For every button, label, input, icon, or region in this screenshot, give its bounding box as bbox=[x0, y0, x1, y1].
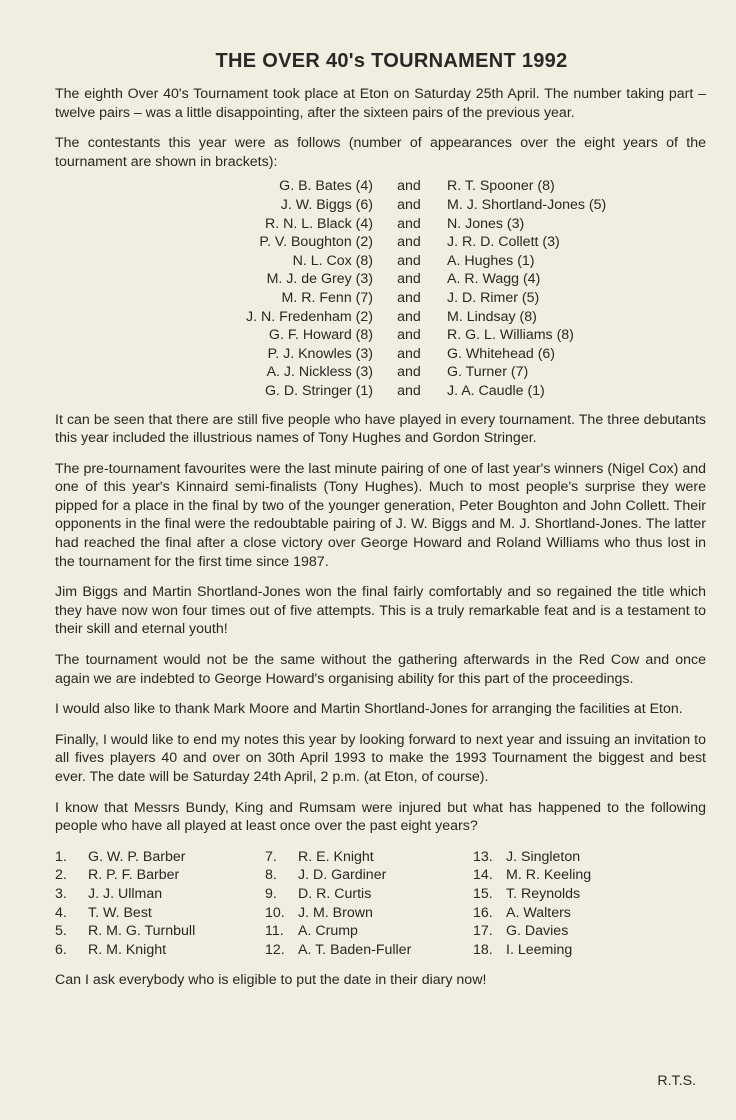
pair-player-right: M. J. Shortland-Jones (5) bbox=[447, 196, 607, 213]
pair-and: and bbox=[397, 196, 421, 213]
pair-player-left: G. B. Bates (4) bbox=[279, 178, 373, 195]
list-item bbox=[473, 885, 683, 904]
pair-and: and bbox=[397, 178, 421, 195]
list-number: 17. bbox=[473, 923, 493, 940]
pair-row bbox=[190, 326, 606, 345]
list-number: 6. bbox=[55, 941, 67, 958]
list-item bbox=[473, 848, 683, 867]
list-item bbox=[265, 904, 473, 923]
pair-row bbox=[190, 382, 606, 401]
pair-and: and bbox=[397, 364, 421, 381]
list-number: 15. bbox=[473, 885, 493, 902]
list-item bbox=[265, 941, 473, 960]
list-item bbox=[473, 922, 683, 941]
missing-column bbox=[265, 848, 473, 960]
player-name: I. Leeming bbox=[506, 941, 573, 958]
body-paragraph: Jim Biggs and Martin Shortland-Jones won the final fairly comfortably and so regained the title which they have now won four times out of five attempts. This is a truly remarkable feat and is a testament to their skill and eternal youth! bbox=[55, 584, 706, 638]
pair-player-right: M. Lindsay (8) bbox=[447, 308, 537, 325]
pair-row bbox=[190, 308, 606, 327]
body-paragraph: I know that Messrs Bundy, King and Rumsam were injured but what has happened to the following people who have all played at least once over the past eight years? bbox=[55, 799, 706, 835]
player-name: J. Singleton bbox=[506, 848, 581, 865]
list-number: 8. bbox=[265, 867, 277, 884]
pair-player-left: G. F. Howard (8) bbox=[268, 327, 373, 344]
list-item bbox=[473, 904, 683, 923]
pair-and: and bbox=[397, 327, 421, 344]
list-item bbox=[265, 885, 473, 904]
player-name: J. J. Ullman bbox=[88, 885, 163, 902]
list-number: 1. bbox=[55, 848, 67, 865]
body-paragraphs bbox=[55, 411, 706, 836]
player-name: R. P. F. Barber bbox=[88, 867, 180, 884]
player-name: D. R. Curtis bbox=[298, 885, 372, 902]
list-item bbox=[265, 866, 473, 885]
pair-player-left: M. R. Fenn (7) bbox=[281, 289, 373, 306]
player-name: J. D. Gardiner bbox=[298, 867, 387, 884]
list-item bbox=[55, 866, 265, 885]
pair-row bbox=[190, 196, 606, 215]
pair-and: and bbox=[397, 271, 421, 288]
body-paragraph: I would also like to thank Mark Moore and Martin Shortland-Jones for arranging the facilities at Eton. bbox=[55, 701, 683, 718]
list-item bbox=[265, 922, 473, 941]
list-item bbox=[473, 941, 683, 960]
pair-row bbox=[190, 252, 606, 271]
list-item bbox=[55, 848, 265, 867]
player-name: R. M. G. Turnbull bbox=[88, 923, 196, 940]
list-number: 11. bbox=[265, 923, 284, 940]
contestants-intro: The contestants this year were as follows (number of appearances over the eight years of the tournament are shown in brackets): bbox=[55, 135, 706, 170]
pair-and: and bbox=[397, 345, 421, 362]
pair-player-right: R. T. Spooner (8) bbox=[447, 178, 555, 195]
list-number: 10. bbox=[265, 904, 285, 921]
list-item bbox=[55, 922, 265, 941]
pair-and: and bbox=[397, 234, 421, 251]
player-name: G. Davies bbox=[506, 923, 569, 940]
pair-and: and bbox=[397, 215, 421, 232]
pair-player-left: N. L. Cox (8) bbox=[292, 252, 373, 269]
pair-row bbox=[190, 363, 606, 382]
list-item bbox=[265, 848, 473, 867]
list-item bbox=[473, 866, 683, 885]
body-paragraph: The pre-tournament favourites were the last minute pairing of one of last year's winners (Nigel Cox) and one of this year's Kinnaird semi-finalists (Tony Hughes). Much to most people's surprise they were pipped for a place in the final by two of the younger generation, Peter Boughton and John Collett. Their opponents in the final were the redoubtable pairing of J. W. Biggs and M. J. Shortland-Jones. The latter had reached the final after a close victory over George Howard and Roland Williams who thus lost in the tournament for the first time since 1987. bbox=[55, 460, 706, 570]
pair-row bbox=[190, 233, 606, 252]
pair-player-right: G. Whitehead (6) bbox=[447, 345, 556, 362]
list-number: 14. bbox=[473, 867, 493, 884]
list-number: 18. bbox=[473, 941, 493, 958]
pair-player-left: P. V. Boughton (2) bbox=[259, 234, 373, 251]
body-paragraph: It can be seen that there are still five people who have played in every tournament. The three debutants this year included the illustrious names of Tony Hughes and Gordon Stringer. bbox=[55, 411, 706, 447]
pair-player-right: R. G. L. Williams (8) bbox=[447, 327, 574, 344]
intro-paragraph: The eighth Over 40's Tournament took place at Eton on Saturday 25th April. The number taking part – twelve pairs – was a little disappointing, after the sixteen pairs of the previous year. bbox=[55, 86, 706, 121]
pair-player-right: J. R. D. Collett (3) bbox=[447, 234, 560, 251]
list-item bbox=[55, 941, 265, 960]
list-number: 3. bbox=[55, 885, 67, 902]
pair-player-left: J. N. Fredenham (2) bbox=[246, 308, 373, 325]
pair-player-right: J. A. Caudle (1) bbox=[447, 382, 545, 399]
pair-player-right: J. D. Rimer (5) bbox=[447, 289, 540, 306]
player-name: J. M. Brown bbox=[298, 904, 373, 921]
pair-player-left: P. J. Knowles (3) bbox=[267, 345, 373, 362]
pair-and: and bbox=[397, 382, 421, 399]
pair-player-right: A. R. Wagg (4) bbox=[447, 271, 541, 288]
player-name: A. Walters bbox=[506, 904, 571, 921]
player-name: M. R. Keeling bbox=[506, 867, 592, 884]
pair-player-left: M. J. de Grey (3) bbox=[266, 271, 373, 288]
list-number: 5. bbox=[55, 923, 67, 940]
signature: R.T.S. bbox=[657, 1073, 696, 1089]
body-paragraph: Finally, I would like to end my notes this year by looking forward to next year and issuing an invitation to all fives players 40 and over on 30th April 1993 to make the 1993 Tournament the biggest and best ever. The date will be Saturday 24th April, 2 p.m. (at Eton, of course). bbox=[55, 731, 706, 785]
page-title: THE OVER 40's TOURNAMENT 1992 bbox=[215, 50, 568, 72]
player-name: T. Reynolds bbox=[506, 885, 581, 902]
list-number: 16. bbox=[473, 904, 493, 921]
list-item bbox=[55, 885, 265, 904]
list-number: 12. bbox=[265, 941, 285, 958]
pair-player-right: A. Hughes (1) bbox=[447, 252, 535, 269]
player-name: G. W. P. Barber bbox=[88, 848, 186, 865]
pair-player-left: G. D. Stringer (1) bbox=[264, 382, 373, 399]
pair-player-right: N. Jones (3) bbox=[447, 215, 525, 232]
pair-row bbox=[190, 345, 606, 364]
list-number: 7. bbox=[265, 848, 277, 865]
player-name: T. W. Best bbox=[88, 904, 152, 921]
closing-paragraph: Can I ask everybody who is eligible to put the date in their diary now! bbox=[55, 972, 487, 989]
pair-player-right: G. Turner (7) bbox=[447, 364, 529, 381]
pair-player-left: J. W. Biggs (6) bbox=[280, 196, 373, 213]
pair-player-left: A. J. Nickless (3) bbox=[266, 364, 373, 381]
pairs-table bbox=[190, 177, 606, 400]
pair-and: and bbox=[397, 308, 421, 325]
missing-column bbox=[473, 848, 683, 960]
pair-player-left: R. N. L. Black (4) bbox=[264, 215, 373, 232]
pair-and: and bbox=[397, 252, 421, 269]
pair-row bbox=[190, 289, 606, 308]
list-item bbox=[55, 904, 265, 923]
player-name: R. E. Knight bbox=[298, 848, 374, 865]
missing-players-list bbox=[55, 848, 706, 960]
body-paragraph: The tournament would not be the same without the gathering afterwards in the Red Cow and once again we are indebted to George Howard's organising ability for this part of the proceedings. bbox=[55, 652, 706, 687]
list-number: 2. bbox=[55, 867, 67, 884]
pair-row bbox=[190, 270, 606, 289]
player-name: A. Crump bbox=[298, 923, 358, 940]
list-number: 4. bbox=[55, 904, 67, 921]
missing-column bbox=[55, 848, 265, 960]
list-number: 13. bbox=[473, 848, 493, 865]
pair-row bbox=[190, 177, 606, 196]
pair-and: and bbox=[397, 289, 421, 306]
pair-row bbox=[190, 215, 606, 234]
list-number: 9. bbox=[265, 885, 277, 902]
player-name: R. M. Knight bbox=[88, 941, 167, 958]
player-name: A. T. Baden-Fuller bbox=[298, 941, 412, 958]
